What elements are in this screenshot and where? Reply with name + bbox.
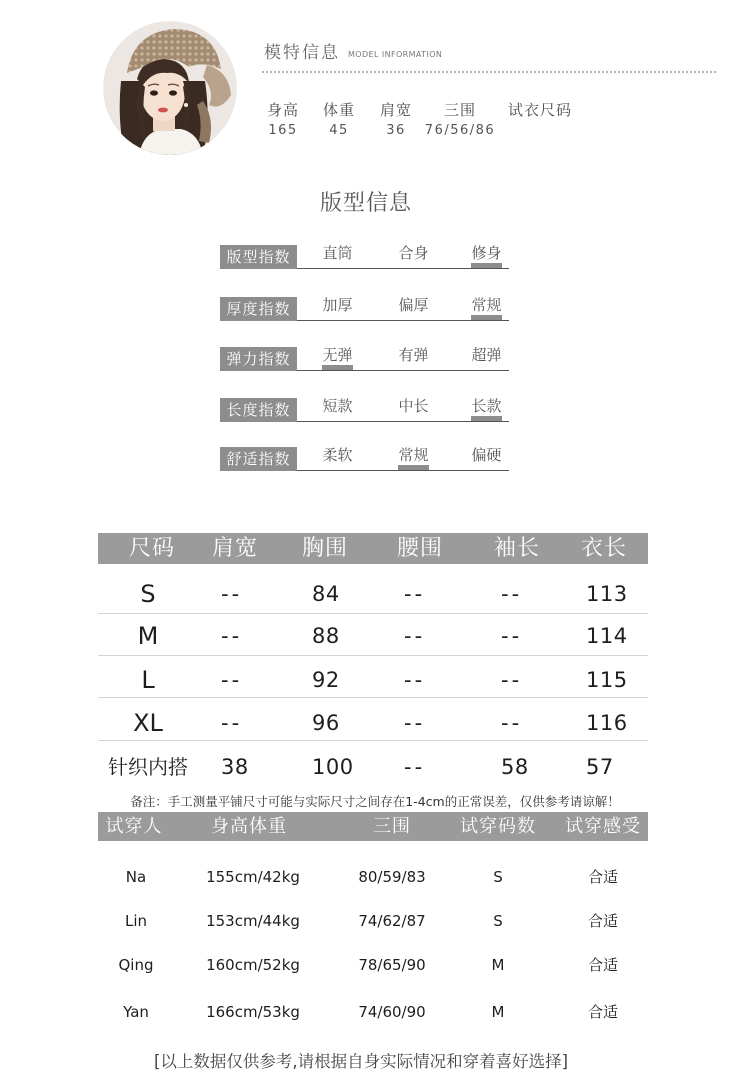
size-value-cell: 88 [312, 624, 340, 648]
size-label-cell: L [141, 666, 155, 694]
tryon-table-cell: 合适 [587, 912, 618, 930]
size-value-cell: -- [221, 624, 243, 648]
model-field-value: 165 [268, 123, 298, 138]
tryon-table-cell: 153cm/44kg [206, 912, 300, 930]
model-field-measurements [415, 101, 505, 139]
model-avatar [103, 21, 237, 155]
size-value-cell: 84 [312, 582, 340, 606]
fit-index-selected-marker [471, 263, 502, 268]
tryon-table-row [98, 865, 648, 889]
dotted-divider [262, 71, 716, 73]
fit-index-option: 修身 [471, 244, 502, 262]
fit-index-row-comfort [220, 447, 510, 471]
fit-index-label: 版型指数 [220, 245, 297, 269]
disclaimer-footer: [以上数据仅供参考,请根据自身实际情况和穿着喜好选择] [153, 1052, 569, 1071]
tryon-table-header-cell: 试穿码数 [460, 816, 536, 837]
fit-index-option: 偏硬 [471, 446, 502, 464]
tryon-table-header-cell: 试穿感受 [565, 816, 641, 837]
model-info-title: 模特信息 [264, 43, 340, 63]
tryon-table-cell: 合适 [587, 1003, 618, 1021]
tryon-table-header-cell: 身高体重 [211, 816, 287, 837]
fit-index-baseline [297, 421, 509, 422]
fit-index-option: 长款 [471, 397, 502, 415]
fit-index-option: 短款 [322, 397, 353, 415]
tryon-table-cell: 74/60/90 [358, 1003, 426, 1021]
fit-index-row-elasticity [220, 347, 510, 371]
model-field-fitting-size [495, 101, 585, 119]
tryon-table-header-cell: 试穿人 [105, 816, 163, 837]
tryon-table-row [98, 909, 648, 933]
size-table-row [98, 751, 648, 783]
model-field-label: 三围 [443, 101, 476, 119]
tryon-table-cell: M [491, 956, 505, 974]
size-table-row [98, 620, 648, 652]
model-lips [158, 108, 168, 113]
size-value-cell: -- [404, 582, 426, 606]
fit-index-baseline [297, 370, 509, 371]
tryon-table-cell: Qing [118, 956, 154, 974]
fit-index-row-thickness [220, 297, 510, 321]
fit-index-selected-marker [322, 365, 353, 370]
tryon-table-cell: Yan [123, 1003, 149, 1021]
size-value-cell: -- [221, 711, 243, 735]
tryon-table-cell: 155cm/42kg [206, 868, 300, 886]
model-field-value: 76/56/86 [424, 123, 496, 138]
size-value-cell: 115 [586, 668, 628, 692]
size-value-cell: -- [501, 668, 523, 692]
size-value-cell: -- [404, 668, 426, 692]
size-table-row-divider [98, 655, 648, 656]
fit-index-label: 厚度指数 [220, 297, 297, 321]
size-value-cell: 113 [586, 582, 628, 606]
model-field-label: 身高 [266, 101, 299, 119]
fit-index-option: 常规 [471, 296, 502, 314]
size-value-cell: 38 [221, 755, 249, 779]
size-label-cell: 针织内搭 [108, 755, 188, 779]
fit-index-option: 偏厚 [398, 296, 429, 314]
fit-index-option: 直筒 [322, 244, 353, 262]
size-value-cell: -- [221, 668, 243, 692]
model-field-value: 45 [329, 123, 349, 138]
fit-index-label: 舒适指数 [220, 447, 297, 471]
tryon-table-cell: 160cm/52kg [206, 956, 300, 974]
model-field-value: 36 [386, 123, 406, 138]
size-table-row-divider [98, 613, 648, 614]
fit-index-baseline [297, 470, 509, 471]
size-table-row-divider [98, 740, 648, 741]
size-table-header-cell: 尺码 [128, 536, 175, 561]
size-table-row [98, 578, 648, 610]
size-table-header-cell: 袖长 [493, 536, 540, 561]
tryon-table-cell: 74/62/87 [358, 912, 426, 930]
size-table-header-cell: 胸围 [301, 536, 348, 561]
size-table-row [98, 707, 648, 739]
model-field-label: 试衣尺码 [507, 101, 572, 119]
size-value-cell: -- [501, 711, 523, 735]
fit-index-label: 长度指数 [220, 398, 297, 422]
fit-index-option: 有弹 [398, 346, 429, 364]
tryon-table-row [98, 953, 648, 977]
fit-index-option: 柔软 [322, 446, 353, 464]
tryon-table [98, 812, 648, 1027]
fit-index-label: 弹力指数 [220, 347, 297, 371]
fit-index-option: 合身 [398, 244, 429, 262]
tryon-table-cell: M [491, 1003, 505, 1021]
tryon-table-cell: S [493, 868, 503, 886]
size-table-row-divider [98, 697, 648, 698]
size-table-header-cell: 腰围 [396, 536, 443, 561]
model-info-subtitle: MODEL INFORMATION [348, 50, 443, 59]
model-eye [150, 90, 158, 95]
size-label-cell: M [137, 622, 159, 650]
tryon-table-cell: 80/59/83 [358, 868, 426, 886]
fit-index-baseline [297, 320, 509, 321]
size-value-cell: -- [501, 624, 523, 648]
model-earring [184, 103, 188, 107]
tryon-table-cell: S [493, 912, 503, 930]
fit-index-selected-marker [398, 465, 429, 470]
size-value-cell: -- [501, 582, 523, 606]
model-field-label: 肩宽 [379, 101, 412, 119]
tryon-table-cell: 合适 [587, 956, 618, 974]
size-value-cell: 114 [586, 624, 628, 648]
size-value-cell: -- [404, 755, 426, 779]
tryon-table-row [98, 1000, 648, 1024]
size-label-cell: S [140, 580, 156, 608]
fit-index-option: 加厚 [322, 296, 353, 314]
size-table-header-cell: 衣长 [580, 536, 627, 561]
fit-index-row-silhouette [220, 245, 510, 269]
size-table [98, 533, 648, 795]
size-value-cell: 96 [312, 711, 340, 735]
fit-index-option: 超弹 [471, 346, 502, 364]
size-value-cell: -- [221, 582, 243, 606]
size-value-cell: 92 [312, 668, 340, 692]
fit-index-selected-marker [471, 315, 502, 320]
tryon-table-cell: Na [125, 868, 147, 886]
size-value-cell: -- [404, 624, 426, 648]
measurement-note: 备注：手工测量平铺尺寸可能与实际尺寸之间存在1-4cm的正常误差，仅供参考请谅解！ [130, 794, 620, 809]
tryon-table-cell: 78/65/90 [358, 956, 426, 974]
fit-index-baseline [297, 268, 509, 269]
size-value-cell: 58 [501, 755, 529, 779]
tryon-table-cell: 166cm/53kg [206, 1003, 300, 1021]
fit-index-selected-marker [471, 416, 502, 421]
fit-index-row-length [220, 398, 510, 422]
size-value-cell: 116 [586, 711, 628, 735]
model-eye [169, 90, 177, 95]
tryon-table-header [98, 812, 648, 841]
tryon-table-header-cell: 三围 [373, 816, 411, 837]
size-value-cell: 100 [312, 755, 354, 779]
tryon-table-cell: Lin [124, 912, 148, 930]
fit-index-option: 常规 [398, 446, 429, 464]
size-label-cell: XL [133, 709, 163, 737]
fit-index-option: 中长 [398, 397, 429, 415]
fit-index-option: 无弹 [322, 346, 353, 364]
tryon-table-cell: 合适 [587, 868, 618, 886]
size-table-row [98, 664, 648, 696]
fit-info-title: 版型信息 [319, 191, 412, 216]
model-photo [103, 21, 237, 155]
size-table-header-cell: 肩宽 [211, 536, 258, 561]
size-value-cell: -- [404, 711, 426, 735]
size-value-cell: 57 [586, 755, 614, 779]
model-field-label: 体重 [322, 101, 355, 119]
size-table-header [98, 533, 648, 564]
